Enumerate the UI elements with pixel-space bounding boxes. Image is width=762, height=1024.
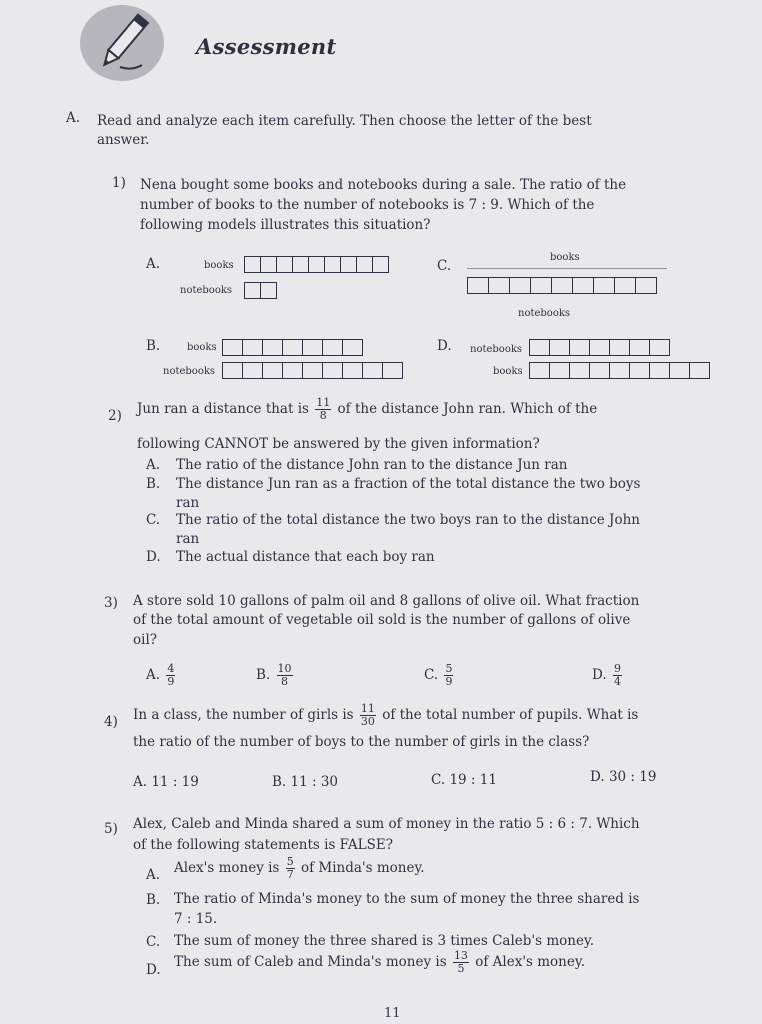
q5-option-d-numerator: 13	[453, 949, 468, 962]
q3-option-c-denominator: 9	[445, 675, 453, 688]
model-unit-box	[531, 278, 552, 293]
q1-option-d-bottom-label: books	[493, 366, 523, 377]
model-unit-box	[552, 278, 573, 293]
model-unit-box	[610, 340, 630, 355]
q4-option-c-text: 19 : 11	[449, 772, 497, 788]
q5-option-a-numerator: 5	[286, 855, 294, 868]
model-unit-box	[243, 363, 263, 378]
q2-option-c-text: The ratio of the total distance the two boys ran to the distance John	[176, 512, 640, 528]
q1-option-b-bottom-label: notebooks	[163, 366, 216, 377]
q4-line-1-post: of the total number of pupils. What is	[382, 707, 639, 723]
q3-option-a-fraction	[166, 663, 175, 688]
q1-option-b-letter: B.	[146, 338, 161, 354]
instruction-line-1: Read and analyze each item carefully. Then choose the letter of the best	[97, 113, 592, 129]
model-unit-box	[261, 283, 276, 298]
q1-option-a-bottom-label: notebooks	[180, 285, 233, 296]
model-unit-box	[243, 340, 263, 355]
q4-option-a-letter: A.	[133, 774, 148, 790]
q4-option-d-text: 30 : 19	[608, 769, 657, 785]
model-unit-box	[594, 278, 615, 293]
q1-option-c-brace	[467, 268, 667, 269]
model-unit-box	[263, 340, 283, 355]
q1-option-d-top-label: notebooks	[470, 344, 523, 355]
q5-option-a	[174, 856, 425, 881]
model-unit-box	[630, 363, 650, 378]
q1-line-3: following models illustrates this situation?	[140, 217, 431, 233]
q1-option-a-letter: A.	[146, 256, 161, 272]
model-unit-box	[590, 363, 610, 378]
page-title: Assessment	[196, 34, 337, 59]
pencil-icon	[80, 5, 164, 81]
q3-line-1: A store sold 10 gallons of palm oil and 8 gallons of olive oil. What fraction	[133, 593, 640, 609]
q3-option-c-numerator: 5	[445, 662, 453, 675]
q1-number: 1)	[112, 175, 126, 191]
model-unit-box	[530, 340, 550, 355]
model-unit-box	[223, 363, 243, 378]
q3-option-d-denominator: 4	[613, 675, 621, 688]
q2-number: 2)	[108, 408, 122, 424]
q2-option-a-text: The ratio of the distance John ran to the distance Jun ran	[176, 457, 568, 473]
q5-option-d-fraction	[453, 950, 469, 975]
q2-option-a-letter: A.	[146, 457, 161, 473]
model-unit-box	[223, 340, 243, 355]
q1-option-a-top-label: books	[204, 260, 234, 271]
q2-option-b-letter: B.	[146, 476, 161, 492]
model-unit-box	[261, 257, 277, 272]
q5-option-a-pre: Alex's money is	[174, 860, 280, 876]
q5-option-a-denominator: 7	[286, 868, 294, 881]
q3-option-c	[424, 663, 455, 688]
q4-option-c	[431, 772, 497, 788]
model-unit-box	[383, 363, 402, 378]
q1-option-d-top-bar	[529, 339, 670, 356]
instruction-line-2: answer.	[97, 132, 150, 148]
model-unit-box	[510, 278, 531, 293]
q1-option-c-letter: C.	[437, 258, 452, 274]
model-unit-box	[323, 340, 343, 355]
q4-option-a-text: 11 : 19	[151, 774, 199, 790]
q1-option-a-top-bar	[244, 256, 389, 273]
model-unit-box	[303, 363, 323, 378]
model-unit-box	[357, 257, 373, 272]
q2-fraction	[315, 397, 331, 422]
q3-option-c-fraction	[444, 663, 453, 688]
model-unit-box	[341, 257, 357, 272]
q3-option-b	[256, 663, 295, 688]
q4-option-a	[133, 774, 199, 790]
model-unit-box	[630, 340, 650, 355]
q5-option-a-fraction	[286, 856, 295, 881]
q2-fraction-denominator: 8	[319, 409, 327, 422]
model-unit-box	[590, 340, 610, 355]
model-unit-box	[610, 363, 630, 378]
pencil-badge	[80, 5, 164, 81]
q1-option-b-bottom-bar	[222, 362, 403, 379]
model-unit-box	[363, 363, 383, 378]
q3-option-d-letter: D.	[592, 667, 607, 683]
q2-option-c-cont: ran	[176, 531, 200, 547]
model-unit-box	[277, 257, 293, 272]
model-unit-box	[325, 257, 341, 272]
q3-option-b-denominator: 8	[281, 675, 289, 688]
q4-option-c-letter: C.	[431, 772, 446, 788]
model-unit-box	[573, 278, 594, 293]
section-label: A.	[66, 110, 81, 126]
model-unit-box	[615, 278, 636, 293]
q5-option-d-denominator: 5	[457, 962, 465, 975]
q4-line-2: the ratio of the number of boys to the number of girls in the class?	[133, 734, 590, 750]
q4-option-b-letter: B.	[272, 774, 287, 790]
model-unit-box	[550, 340, 570, 355]
q5-option-b-cont: 7 : 15.	[174, 911, 218, 927]
q3-option-b-letter: B.	[256, 667, 271, 683]
q5-option-c-text: The sum of money the three shared is 3 times Caleb's money.	[174, 933, 595, 949]
q2-option-b-cont: ran	[176, 495, 200, 511]
q4-fraction-numerator: 11	[360, 702, 375, 715]
q5-option-c-letter: C.	[146, 934, 161, 950]
q5-option-a-letter: A.	[146, 867, 161, 883]
model-unit-box	[263, 363, 283, 378]
q2-option-c-letter: C.	[146, 512, 161, 528]
model-unit-box	[468, 278, 489, 293]
q1-option-c-bar	[467, 277, 657, 294]
page-number: 11	[384, 1006, 401, 1021]
q1-option-b-top-label: books	[187, 342, 217, 353]
q3-option-a-numerator: 4	[167, 662, 175, 675]
q4-line-1	[133, 703, 638, 728]
model-unit-box	[323, 363, 343, 378]
q3-line-2: of the total amount of vegetable oil sold is the number of gallons of olive	[133, 612, 631, 628]
model-unit-box	[343, 340, 362, 355]
model-unit-box	[343, 363, 363, 378]
q5-option-b-text: The ratio of Minda's money to the sum of money the three shared is	[174, 891, 640, 907]
q2-option-d-letter: D.	[146, 549, 161, 565]
q2-option-b-text: The distance Jun ran as a fraction of the total distance the two boys	[176, 476, 641, 492]
q2-line-1-pre: Jun ran a distance that is	[137, 401, 309, 417]
q5-option-d	[174, 950, 585, 975]
q3-line-3: oil?	[133, 632, 158, 648]
q5-line-1: Alex, Caleb and Minda shared a sum of money in the ratio 5 : 6 : 7. Which	[133, 816, 640, 832]
q5-number: 5)	[104, 821, 118, 837]
q3-option-a-denominator: 9	[167, 675, 175, 688]
q3-option-a-letter: A.	[146, 667, 161, 683]
q5-option-a-post: of Minda's money.	[300, 860, 425, 876]
q4-option-b-text: 11 : 30	[290, 774, 339, 790]
q3-option-d-fraction	[613, 663, 622, 688]
model-unit-box	[690, 363, 709, 378]
q4-option-d	[590, 769, 656, 785]
q2-option-d-text: The actual distance that each boy ran	[176, 549, 435, 565]
model-unit-box	[636, 278, 656, 293]
model-unit-box	[650, 363, 670, 378]
q2-line-1	[137, 397, 597, 422]
q1-option-a-bottom-bar	[244, 282, 277, 299]
model-unit-box	[245, 283, 261, 298]
model-unit-box	[670, 363, 690, 378]
q1-option-b-top-bar	[222, 339, 363, 356]
q5-option-d-pre: The sum of Caleb and Minda's money is	[174, 954, 447, 970]
q5-option-b-letter: B.	[146, 892, 161, 908]
q4-line-1-pre: In a class, the number of girls is	[133, 707, 354, 723]
model-unit-box	[245, 257, 261, 272]
model-unit-box	[530, 363, 550, 378]
q3-option-d-numerator: 9	[613, 662, 621, 675]
model-unit-box	[283, 363, 303, 378]
q3-option-d	[592, 663, 624, 688]
q4-option-d-letter: D.	[590, 769, 605, 785]
q4-fraction	[360, 703, 376, 728]
q1-option-d-letter: D.	[437, 338, 452, 354]
q3-option-a	[146, 663, 177, 688]
model-unit-box	[283, 340, 303, 355]
model-unit-box	[373, 257, 388, 272]
model-unit-box	[550, 363, 570, 378]
q1-option-c-top-label: books	[550, 252, 580, 263]
q1-line-2: number of books to the number of notebooks is 7 : 9. Which of the	[140, 197, 595, 213]
q3-option-b-numerator: 10	[277, 662, 292, 675]
q1-option-c-bottom-label: notebooks	[518, 308, 571, 319]
q5-line-2: of the following statements is FALSE?	[133, 837, 393, 853]
q5-option-d-post: of Alex's money.	[475, 954, 585, 970]
q2-line-1-post: of the distance John ran. Which of the	[337, 401, 598, 417]
model-unit-box	[293, 257, 309, 272]
model-unit-box	[650, 340, 669, 355]
q3-option-c-letter: C.	[424, 667, 439, 683]
q3-option-b-fraction	[277, 663, 293, 688]
model-unit-box	[489, 278, 510, 293]
q4-number: 4)	[104, 714, 118, 730]
q4-option-b	[272, 774, 338, 790]
model-unit-box	[570, 340, 590, 355]
q5-option-d-letter: D.	[146, 962, 161, 978]
q2-line-2: following CANNOT be answered by the given information?	[137, 436, 540, 452]
model-unit-box	[309, 257, 325, 272]
q1-line-1: Nena bought some books and notebooks during a sale. The ratio of the	[140, 177, 627, 193]
q1-option-d-bottom-bar	[529, 362, 710, 379]
model-unit-box	[570, 363, 590, 378]
q3-number: 3)	[104, 595, 118, 611]
model-unit-box	[303, 340, 323, 355]
q4-fraction-denominator: 30	[360, 715, 375, 728]
q2-fraction-numerator: 11	[316, 396, 331, 409]
